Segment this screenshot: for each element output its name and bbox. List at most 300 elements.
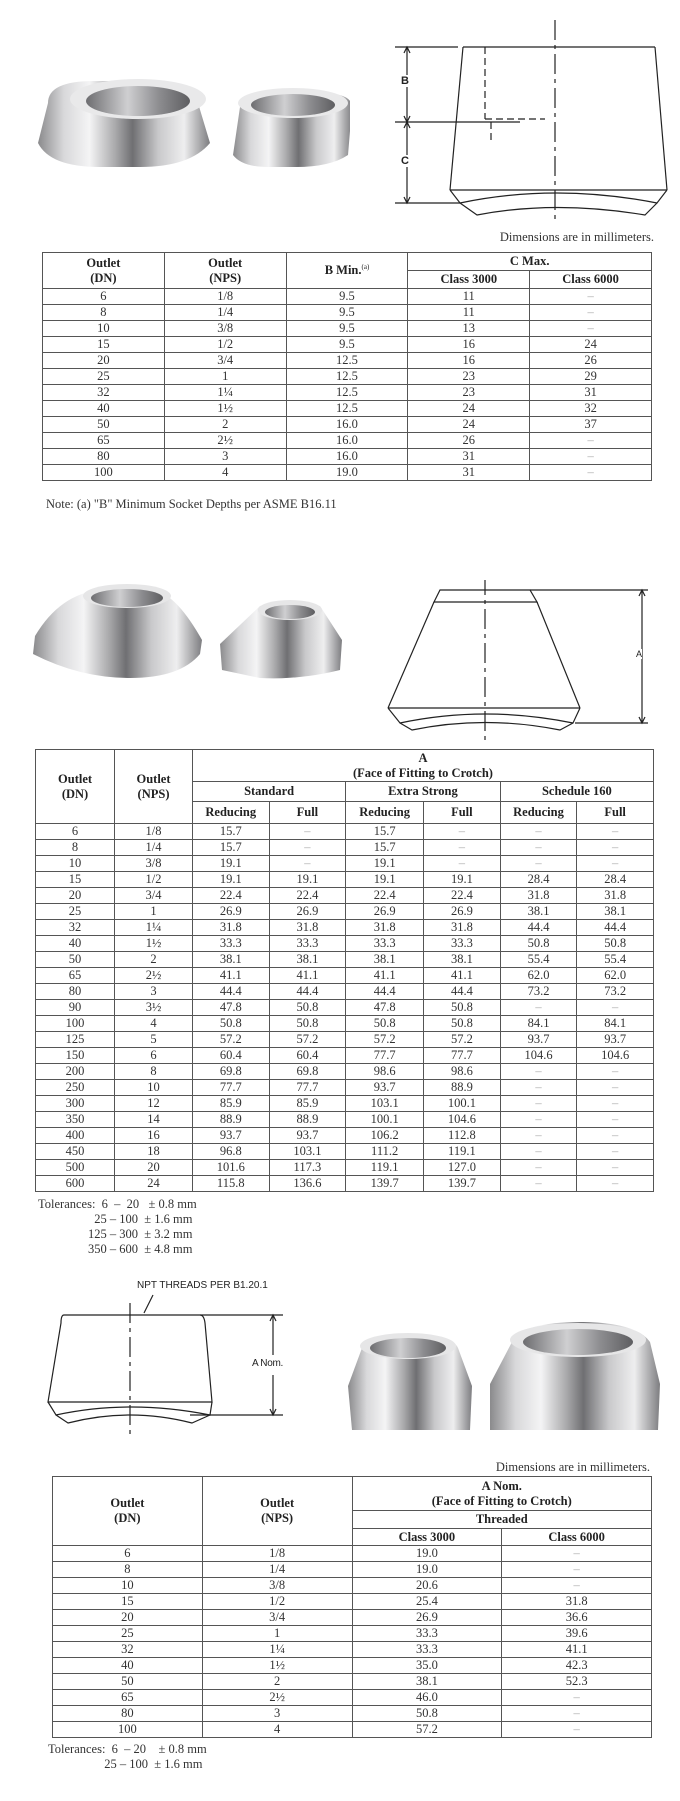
cell-value: 73.2 xyxy=(577,984,654,1000)
dimension-label-a: A xyxy=(636,649,643,659)
cell-value: 50.8 xyxy=(424,1016,501,1032)
cell-value: 103.1 xyxy=(346,1096,424,1112)
cell-nps: 20 xyxy=(115,1160,193,1176)
cell-value: – xyxy=(269,840,346,856)
cell-c3000: 19.0 xyxy=(352,1546,502,1562)
cell-value: – xyxy=(500,1064,577,1080)
table-row xyxy=(43,353,652,369)
col-header-class3000: Class 3000 xyxy=(408,271,530,289)
cell-dn: 6 xyxy=(53,1546,203,1562)
cell-c3000: 35.0 xyxy=(352,1658,502,1674)
cell-dn: 500 xyxy=(36,1160,115,1176)
cell-value: 15.7 xyxy=(346,824,424,840)
cell-value: 28.4 xyxy=(577,872,654,888)
cell-dn: 50 xyxy=(53,1674,203,1690)
cell-value: – xyxy=(577,1176,654,1192)
cell-dn: 40 xyxy=(43,401,165,417)
cell-c6000: – xyxy=(530,321,652,337)
cell-c3000: 16 xyxy=(408,353,530,369)
table-row xyxy=(36,1112,654,1128)
cell-nps: 4 xyxy=(164,465,286,481)
cell-value: 112.8 xyxy=(424,1128,501,1144)
table-row xyxy=(53,1642,652,1658)
col-header-reducing: Reducing xyxy=(500,802,577,824)
col-header-full: Full xyxy=(577,802,654,824)
col-header-class6000: Class 6000 xyxy=(530,271,652,289)
cell-value: 93.7 xyxy=(192,1128,269,1144)
table-row xyxy=(36,1032,654,1048)
cell-value: 69.8 xyxy=(269,1064,346,1080)
cell-value: 88.9 xyxy=(269,1112,346,1128)
cell-value: 77.7 xyxy=(346,1048,424,1064)
cell-value: – xyxy=(269,824,346,840)
cell-value: 28.4 xyxy=(500,872,577,888)
cell-value: 38.1 xyxy=(192,952,269,968)
cell-b: 9.5 xyxy=(286,289,408,305)
table-row xyxy=(36,1064,654,1080)
cell-value: 57.2 xyxy=(192,1032,269,1048)
cell-value: 41.1 xyxy=(424,968,501,984)
cell-c3000: 46.0 xyxy=(352,1690,502,1706)
table-row xyxy=(36,920,654,936)
cell-nps: 1½ xyxy=(164,401,286,417)
cell-dn: 100 xyxy=(53,1722,203,1738)
col-header-nps: Outlet (NPS) xyxy=(164,253,286,289)
col-header-nps: Outlet (NPS) xyxy=(202,1477,352,1546)
table-row xyxy=(36,952,654,968)
cell-dn: 32 xyxy=(43,385,165,401)
npt-threads-label: NPT THREADS PER B1.20.1 xyxy=(137,1280,268,1291)
cell-dn: 350 xyxy=(36,1112,115,1128)
cell-b: 16.0 xyxy=(286,449,408,465)
cell-value: – xyxy=(500,1176,577,1192)
cell-value: 88.9 xyxy=(192,1112,269,1128)
cell-value: 19.1 xyxy=(192,872,269,888)
cell-value: 77.7 xyxy=(424,1048,501,1064)
cell-c6000: 36.6 xyxy=(502,1610,652,1626)
cell-value: 50.8 xyxy=(346,1016,424,1032)
table-row xyxy=(43,321,652,337)
cell-value: 44.4 xyxy=(577,920,654,936)
cell-c3000: 31 xyxy=(408,449,530,465)
cell-value: 93.7 xyxy=(577,1032,654,1048)
cell-value: 38.1 xyxy=(424,952,501,968)
cell-value: 50.8 xyxy=(192,1016,269,1032)
table-row xyxy=(43,433,652,449)
cell-c6000: 41.1 xyxy=(502,1642,652,1658)
cell-c3000: 33.3 xyxy=(352,1642,502,1658)
cell-value: – xyxy=(500,840,577,856)
cell-dn: 20 xyxy=(36,888,115,904)
cell-nps: 14 xyxy=(115,1112,193,1128)
cell-nps: 1¼ xyxy=(115,920,193,936)
cell-value: 84.1 xyxy=(500,1016,577,1032)
cell-value: 50.8 xyxy=(269,1000,346,1016)
weld-outlet-table xyxy=(35,749,654,1192)
cell-value: – xyxy=(577,840,654,856)
cell-dn: 200 xyxy=(36,1064,115,1080)
cell-value: 19.1 xyxy=(192,856,269,872)
col-header-a: A (Face of Fitting to Crotch) xyxy=(192,750,653,782)
col-header-full: Full xyxy=(424,802,501,824)
cell-c6000: – xyxy=(530,449,652,465)
cell-nps: 2 xyxy=(164,417,286,433)
cell-dn: 125 xyxy=(36,1032,115,1048)
cell-dn: 8 xyxy=(36,840,115,856)
cell-value: 119.1 xyxy=(346,1160,424,1176)
cell-dn: 20 xyxy=(43,353,165,369)
cell-nps: 1½ xyxy=(202,1658,352,1674)
cell-value: 96.8 xyxy=(192,1144,269,1160)
cell-dn: 65 xyxy=(43,433,165,449)
tolerance-line: 25 – 100 ± 1.6 mm xyxy=(38,1212,193,1226)
cell-c6000: – xyxy=(502,1706,652,1722)
cell-c3000: 16 xyxy=(408,337,530,353)
cell-value: 41.1 xyxy=(192,968,269,984)
col-header-class3000: Class 3000 xyxy=(352,1529,502,1546)
cell-value: 26.9 xyxy=(192,904,269,920)
cell-c3000: 23 xyxy=(408,369,530,385)
cell-b: 9.5 xyxy=(286,305,408,321)
cell-c3000: 25.4 xyxy=(352,1594,502,1610)
cell-dn: 25 xyxy=(53,1626,203,1642)
cell-dn: 15 xyxy=(53,1594,203,1610)
cell-dn: 10 xyxy=(36,856,115,872)
cell-value: – xyxy=(500,1128,577,1144)
dimensions-note: Dimensions are in millimeters. xyxy=(495,1460,650,1474)
cell-nps: 3½ xyxy=(115,1000,193,1016)
cell-value: 31.8 xyxy=(500,888,577,904)
cell-nps: 2 xyxy=(202,1674,352,1690)
socket-depth-footnote: Note: (a) "B" Minimum Socket Depths per ASME B16.11 xyxy=(46,497,337,511)
dimensions-note: Dimensions are in millimeters. xyxy=(499,230,654,244)
table-row xyxy=(53,1690,652,1706)
cell-b: 12.5 xyxy=(286,385,408,401)
cell-value: 139.7 xyxy=(424,1176,501,1192)
cell-value: 60.4 xyxy=(269,1048,346,1064)
cell-c6000: – xyxy=(502,1690,652,1706)
cell-nps: 3 xyxy=(115,984,193,1000)
cell-nps: 1/4 xyxy=(164,305,286,321)
cell-nps: 2½ xyxy=(202,1690,352,1706)
cell-dn: 8 xyxy=(53,1562,203,1578)
cell-value: 31.8 xyxy=(269,920,346,936)
cell-value: 101.6 xyxy=(192,1160,269,1176)
cell-value: 33.3 xyxy=(424,936,501,952)
cell-value: 38.1 xyxy=(500,904,577,920)
table-row xyxy=(43,337,652,353)
cell-nps: 2½ xyxy=(164,433,286,449)
cell-value: – xyxy=(577,1112,654,1128)
cell-value: 88.9 xyxy=(424,1080,501,1096)
cell-c3000: 26 xyxy=(408,433,530,449)
cell-value: 26.9 xyxy=(346,904,424,920)
cell-value: 57.2 xyxy=(424,1032,501,1048)
cell-c3000: 13 xyxy=(408,321,530,337)
cell-c6000: 39.6 xyxy=(502,1626,652,1642)
table-row xyxy=(36,936,654,952)
tolerance-line: Tolerances: 6 – 20 ± 0.8 mm xyxy=(48,1742,207,1756)
cell-value: 85.9 xyxy=(192,1096,269,1112)
col-header-standard: Standard xyxy=(192,782,345,802)
cell-value: – xyxy=(500,1000,577,1016)
cell-value: 84.1 xyxy=(577,1016,654,1032)
cell-value: 119.1 xyxy=(424,1144,501,1160)
table-row xyxy=(36,1144,654,1160)
cell-value: 33.3 xyxy=(269,936,346,952)
socket-weld-table xyxy=(42,252,652,481)
cell-value: – xyxy=(577,1144,654,1160)
cell-dn: 80 xyxy=(53,1706,203,1722)
cell-value: 98.6 xyxy=(346,1064,424,1080)
cell-value: 22.4 xyxy=(424,888,501,904)
table-row xyxy=(43,401,652,417)
cell-c6000: – xyxy=(502,1722,652,1738)
cell-value: 104.6 xyxy=(500,1048,577,1064)
cell-dn: 450 xyxy=(36,1144,115,1160)
cell-nps: 8 xyxy=(115,1064,193,1080)
tolerance-line: Tolerances: 6 – 20 ± 0.8 mm xyxy=(38,1197,197,1211)
cell-dn: 10 xyxy=(53,1578,203,1594)
cell-dn: 90 xyxy=(36,1000,115,1016)
table-row xyxy=(53,1674,652,1690)
cell-nps: 16 xyxy=(115,1128,193,1144)
cell-nps: 4 xyxy=(202,1722,352,1738)
cell-value: 26.9 xyxy=(424,904,501,920)
table-row xyxy=(43,465,652,481)
cell-value: 93.7 xyxy=(346,1080,424,1096)
cell-value: – xyxy=(424,824,501,840)
cell-nps: 1/4 xyxy=(115,840,193,856)
cell-nps: 1/2 xyxy=(164,337,286,353)
cell-dn: 65 xyxy=(36,968,115,984)
cell-c6000: – xyxy=(530,465,652,481)
cell-value: 33.3 xyxy=(192,936,269,952)
cell-value: 93.7 xyxy=(269,1128,346,1144)
table-row xyxy=(36,968,654,984)
cell-b: 12.5 xyxy=(286,353,408,369)
cell-nps: 3 xyxy=(202,1706,352,1722)
cell-dn: 600 xyxy=(36,1176,115,1192)
cell-c3000: 24 xyxy=(408,401,530,417)
cell-c3000: 11 xyxy=(408,305,530,321)
cell-value: – xyxy=(500,1112,577,1128)
table-row xyxy=(36,888,654,904)
cell-dn: 100 xyxy=(43,465,165,481)
cell-value: 55.4 xyxy=(500,952,577,968)
cell-value: 117.3 xyxy=(269,1160,346,1176)
cell-dn: 25 xyxy=(43,369,165,385)
cell-value: 44.4 xyxy=(346,984,424,1000)
cell-value: 139.7 xyxy=(346,1176,424,1192)
cell-value: 73.2 xyxy=(500,984,577,1000)
cell-value: 19.1 xyxy=(269,872,346,888)
cell-c6000: – xyxy=(530,433,652,449)
col-header-threaded: Threaded xyxy=(352,1511,652,1529)
cell-dn: 6 xyxy=(43,289,165,305)
col-header-b-min: B Min.$^{(a)}$ xyxy=(286,253,408,289)
cell-value: – xyxy=(424,856,501,872)
cell-value: – xyxy=(577,1064,654,1080)
cell-value: 31.8 xyxy=(424,920,501,936)
cell-nps: 3/4 xyxy=(164,353,286,369)
cell-nps: 24 xyxy=(115,1176,193,1192)
cell-value: 33.3 xyxy=(346,936,424,952)
col-header-nps: Outlet (NPS) xyxy=(115,750,193,824)
cell-nps: 3/4 xyxy=(115,888,193,904)
cell-dn: 100 xyxy=(36,1016,115,1032)
cell-c6000: 32 xyxy=(530,401,652,417)
cell-dn: 20 xyxy=(53,1610,203,1626)
cell-value: 38.1 xyxy=(577,904,654,920)
cell-b: 16.0 xyxy=(286,417,408,433)
cell-dn: 150 xyxy=(36,1048,115,1064)
table-row xyxy=(53,1706,652,1722)
cell-dn: 32 xyxy=(53,1642,203,1658)
table-row xyxy=(36,1080,654,1096)
cell-dn: 15 xyxy=(43,337,165,353)
cell-value: 38.1 xyxy=(269,952,346,968)
cell-value: 50.8 xyxy=(500,936,577,952)
cell-value: 19.1 xyxy=(424,872,501,888)
cell-c6000: 29 xyxy=(530,369,652,385)
cell-b: 9.5 xyxy=(286,337,408,353)
cell-value: – xyxy=(577,824,654,840)
table-row xyxy=(53,1626,652,1642)
dimension-label-a-nom: A Nom. xyxy=(252,1358,283,1369)
table-row xyxy=(36,904,654,920)
cell-value: – xyxy=(269,856,346,872)
cell-nps: 1 xyxy=(202,1626,352,1642)
cell-c3000: 38.1 xyxy=(352,1674,502,1690)
cell-nps: 1/2 xyxy=(202,1594,352,1610)
col-header-schedule160: Schedule 160 xyxy=(500,782,653,802)
cell-value: 127.0 xyxy=(424,1160,501,1176)
table-row xyxy=(53,1722,652,1738)
cell-nps: 18 xyxy=(115,1144,193,1160)
cell-value: 69.8 xyxy=(192,1064,269,1080)
table-row xyxy=(53,1594,652,1610)
cell-nps: 3/8 xyxy=(164,321,286,337)
cell-value: 62.0 xyxy=(500,968,577,984)
cell-c6000: 52.3 xyxy=(502,1674,652,1690)
cell-value: – xyxy=(577,1096,654,1112)
cell-value: 93.7 xyxy=(500,1032,577,1048)
cell-value: 77.7 xyxy=(192,1080,269,1096)
cell-value: 50.8 xyxy=(424,1000,501,1016)
cell-value: 44.4 xyxy=(269,984,346,1000)
cell-c6000: – xyxy=(502,1546,652,1562)
cell-c6000: – xyxy=(530,289,652,305)
cell-value: 50.8 xyxy=(269,1016,346,1032)
cell-value: 50.8 xyxy=(577,936,654,952)
cell-c6000: 42.3 xyxy=(502,1658,652,1674)
cell-c6000: – xyxy=(502,1578,652,1594)
cell-dn: 50 xyxy=(36,952,115,968)
cell-value: 31.8 xyxy=(192,920,269,936)
cell-value: 19.1 xyxy=(346,856,424,872)
cell-value: – xyxy=(577,856,654,872)
cell-nps: 2 xyxy=(115,952,193,968)
cell-nps: 5 xyxy=(115,1032,193,1048)
socket-weld-fittings-photo xyxy=(30,55,350,175)
tolerance-line: 350 – 600 ± 4.8 mm xyxy=(38,1242,193,1256)
table-row xyxy=(36,824,654,840)
col-header-reducing: Reducing xyxy=(192,802,269,824)
cell-dn: 40 xyxy=(53,1658,203,1674)
table-row xyxy=(43,385,652,401)
cell-value: 44.4 xyxy=(500,920,577,936)
col-header-class6000: Class 6000 xyxy=(502,1529,652,1546)
cell-value: – xyxy=(577,1160,654,1176)
cell-dn: 80 xyxy=(43,449,165,465)
table-row xyxy=(36,1176,654,1192)
cell-c3000: 57.2 xyxy=(352,1722,502,1738)
cell-value: 115.8 xyxy=(192,1176,269,1192)
col-header-dn: Outlet (DN) xyxy=(36,750,115,824)
cell-nps: 3/4 xyxy=(202,1610,352,1626)
cell-nps: 1/2 xyxy=(115,872,193,888)
cell-value: 22.4 xyxy=(269,888,346,904)
cell-value: 38.1 xyxy=(346,952,424,968)
cell-c6000: 26 xyxy=(530,353,652,369)
dimension-label-b: B xyxy=(401,75,409,87)
cell-value: 136.6 xyxy=(269,1176,346,1192)
table-row xyxy=(53,1562,652,1578)
col-header-full: Full xyxy=(269,802,346,824)
cell-dn: 400 xyxy=(36,1128,115,1144)
cell-nps: 1 xyxy=(115,904,193,920)
cell-nps: 1/4 xyxy=(202,1562,352,1578)
cell-value: – xyxy=(500,856,577,872)
cell-c6000: 31.8 xyxy=(502,1594,652,1610)
col-header-dn: Outlet (DN) xyxy=(53,1477,203,1546)
cell-b: 9.5 xyxy=(286,321,408,337)
table-row xyxy=(43,417,652,433)
threaded-fittings-photo xyxy=(340,1320,670,1435)
cell-value: 15.7 xyxy=(346,840,424,856)
cell-value: 60.4 xyxy=(192,1048,269,1064)
table-row xyxy=(43,289,652,305)
cell-b: 16.0 xyxy=(286,433,408,449)
cell-c6000: – xyxy=(502,1562,652,1578)
threaded-outlet-tolerances xyxy=(48,1742,207,1772)
cell-value: 47.8 xyxy=(192,1000,269,1016)
table-row xyxy=(36,1016,654,1032)
weld-outlet-dimension-diagram xyxy=(380,580,660,740)
col-header-dn: Outlet (DN) xyxy=(43,253,165,289)
cell-dn: 8 xyxy=(43,305,165,321)
cell-value: 103.1 xyxy=(269,1144,346,1160)
cell-dn: 15 xyxy=(36,872,115,888)
cell-value: 57.2 xyxy=(346,1032,424,1048)
cell-dn: 40 xyxy=(36,936,115,952)
cell-b: 12.5 xyxy=(286,401,408,417)
cell-value: 22.4 xyxy=(192,888,269,904)
cell-value: 55.4 xyxy=(577,952,654,968)
table-row xyxy=(43,305,652,321)
cell-value: 106.2 xyxy=(346,1128,424,1144)
cell-value: 85.9 xyxy=(269,1096,346,1112)
cell-value: 31.8 xyxy=(577,888,654,904)
cell-value: – xyxy=(500,1096,577,1112)
cell-c3000: 20.6 xyxy=(352,1578,502,1594)
table-row xyxy=(43,369,652,385)
cell-c6000: – xyxy=(530,305,652,321)
cell-nps: 1¼ xyxy=(164,385,286,401)
tolerance-line: 125 – 300 ± 3.2 mm xyxy=(38,1227,193,1241)
table-row xyxy=(36,1048,654,1064)
